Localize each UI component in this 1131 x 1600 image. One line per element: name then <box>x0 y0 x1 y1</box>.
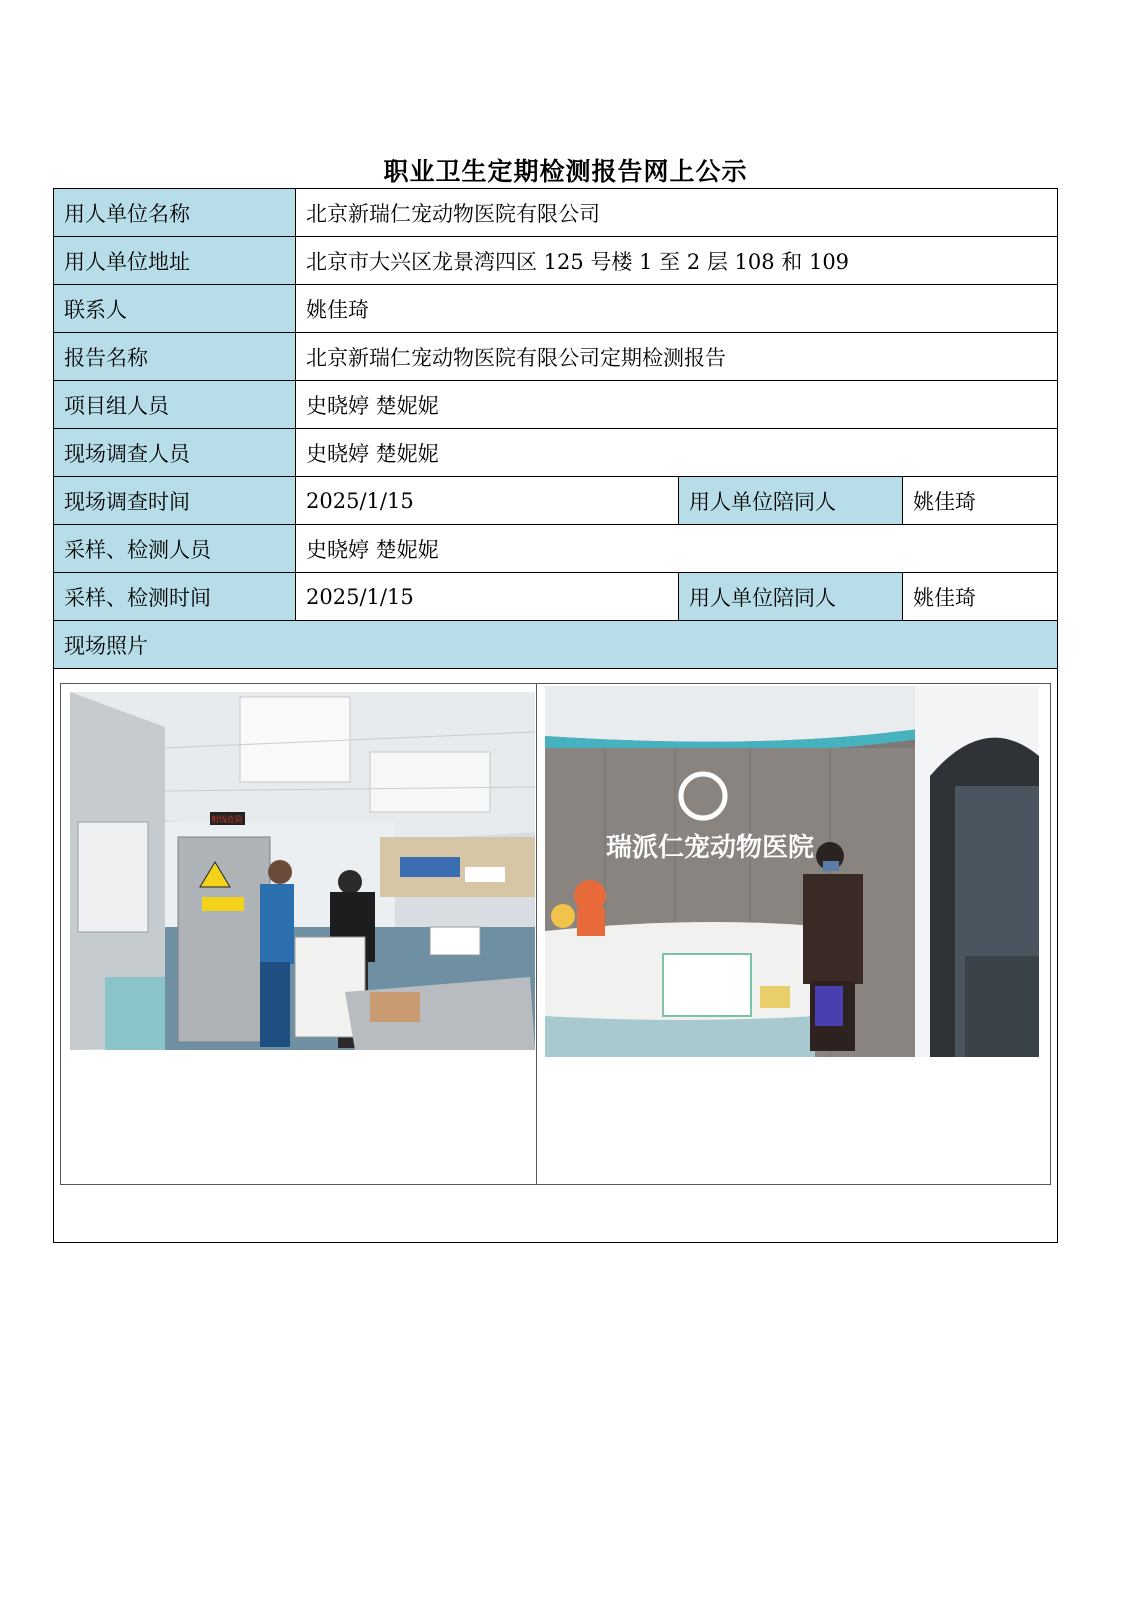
hospital-sign: 瑞派仁宠动物医院 <box>605 833 815 863</box>
sampling-staff-label: 采样、检测人员 <box>54 525 296 573</box>
xray-room-illustration <box>70 692 535 1050</box>
photo-frame <box>60 683 1051 1185</box>
employer-name-value: 北京新瑞仁宠动物医院有限公司 <box>296 189 1058 237</box>
row-employer-address <box>54 237 1058 285</box>
row-survey-time <box>54 477 1058 525</box>
row-photos <box>54 669 1058 1243</box>
photos-label: 现场照片 <box>54 621 1058 669</box>
row-employer-name <box>54 189 1058 237</box>
reception-illustration <box>545 686 1039 1057</box>
employer-address-value: 北京市大兴区龙景湾四区 125 号楼 1 至 2 层 108 和 109 <box>296 237 1058 285</box>
project-team-value: 史晓婷 楚妮妮 <box>296 381 1058 429</box>
sampling-companion-label: 用人单位陪同人 <box>679 573 903 621</box>
photo-xray-room <box>70 692 535 1050</box>
employer-name-label: 用人单位名称 <box>54 189 296 237</box>
project-team-label: 项目组人员 <box>54 381 296 429</box>
row-sampling-staff <box>54 525 1058 573</box>
report-name-label: 报告名称 <box>54 333 296 381</box>
survey-staff-label: 现场调查人员 <box>54 429 296 477</box>
photos-cell <box>54 669 1058 1243</box>
contact-value: 姚佳琦 <box>296 285 1058 333</box>
survey-staff-value: 史晓婷 楚妮妮 <box>296 429 1058 477</box>
row-project-team <box>54 381 1058 429</box>
report-table <box>53 188 1058 1243</box>
survey-companion-label: 用人单位陪同人 <box>679 477 903 525</box>
sampling-staff-value: 史晓婷 楚妮妮 <box>296 525 1058 573</box>
photo-divider <box>536 684 537 1184</box>
sampling-companion-value: 姚佳琦 <box>903 573 1058 621</box>
survey-time-value: 2025/1/15 <box>296 477 679 525</box>
row-sampling-time <box>54 573 1058 621</box>
survey-companion-value: 姚佳琦 <box>903 477 1058 525</box>
row-contact <box>54 285 1058 333</box>
row-survey-staff <box>54 429 1058 477</box>
led-sign: 射线危险 <box>211 815 243 824</box>
page-title: 职业卫生定期检测报告网上公示 <box>383 157 748 186</box>
sampling-time-label: 采样、检测时间 <box>54 573 296 621</box>
sampling-time-value: 2025/1/15 <box>296 573 679 621</box>
contact-label: 联系人 <box>54 285 296 333</box>
row-photos-header <box>54 621 1058 669</box>
employer-address-label: 用人单位地址 <box>54 237 296 285</box>
photo-reception <box>545 686 1039 1057</box>
row-report-name <box>54 333 1058 381</box>
survey-time-label: 现场调查时间 <box>54 477 296 525</box>
report-name-value: 北京新瑞仁宠动物医院有限公司定期检测报告 <box>296 333 1058 381</box>
